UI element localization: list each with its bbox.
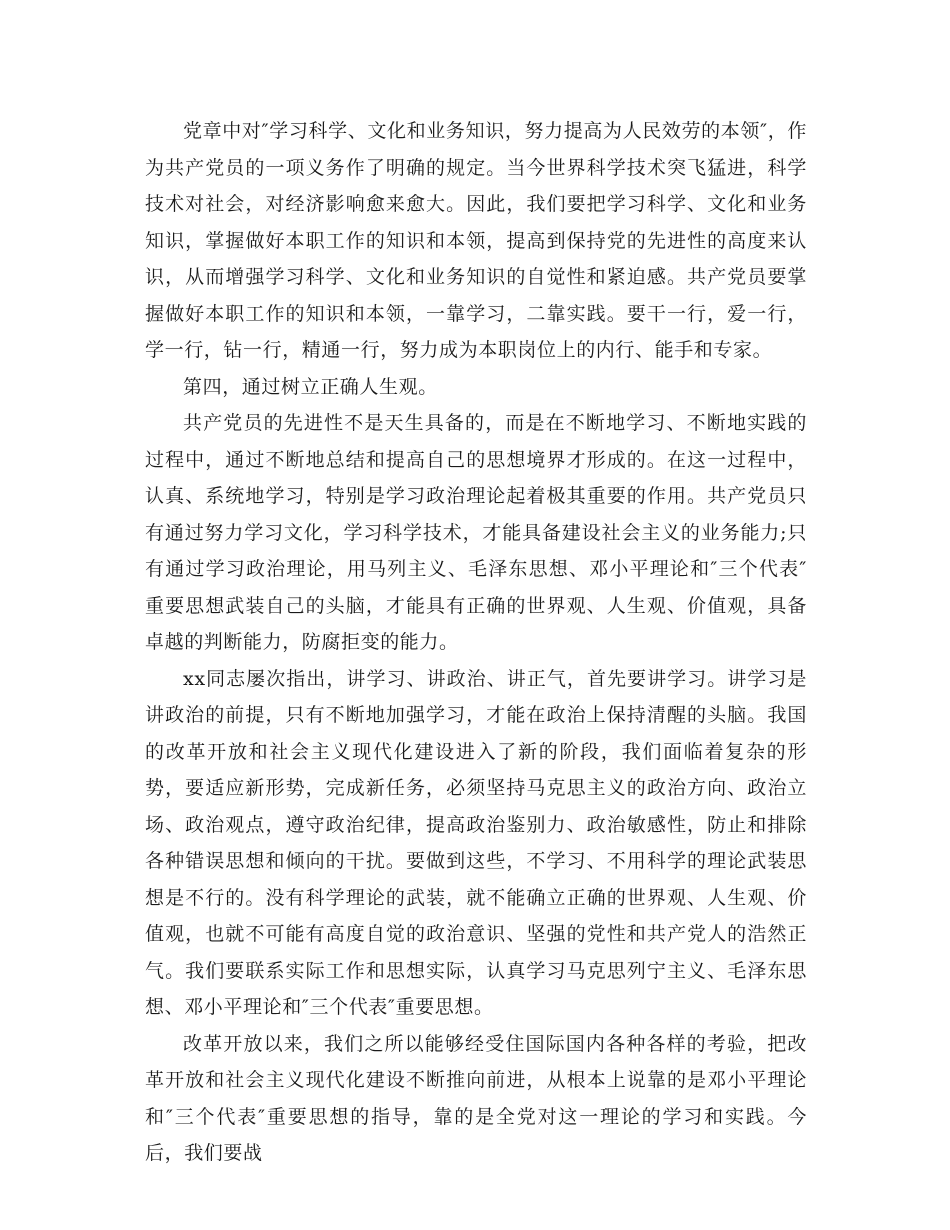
paragraph-advanced-nature: 共产党员的先进性不是天生具备的，而是在不断地学习、不断地实践的过程中，通过不断地总结和提高自己的思想境界才形成的。在这一过程中，认真、系统地学习，特别是学习政治理论起着极其重要的作用。共产党员只有通过努力学习文化，学习科学技术，才能具备建设社会主义的业务能力;只有通过学习政治理论，用马列主义、毛泽东思想、邓小平理论和″三个代表″重要思想武装自己的头脑，才能具有正确的世界观、人生观、价值观，具备卓越的判断能力，防腐拒变的能力。	[145, 412, 807, 653]
document-body	[145, 113, 807, 1172]
paragraph-heading-fourth: 第四，通过树立正确人生观。	[183, 375, 438, 398]
paragraph-reform-opening: 改革开放以来，我们之所以能够经受住国际国内各种各样的考验，把改革开放和社会主义现代化建设不断推向前进，从根本上说靠的是邓小平理论和″三个代表″重要思想的指导，靠的是全党对这一理论的学习和实践。今后，我们要战	[145, 1032, 807, 1164]
paragraph-learning-duty: 党章中对″学习科学、文化和业务知识，努力提高为人民效劳的本领″，作为共产党员的一项义务作了明确的规定。当今世界科学技术突飞猛进，科学技术对社会，对经济影响愈来愈大。因此，我们要把学习科学、文化和业务知识，掌握做好本职工作的知识和本领，提高到保持党的先进性的高度来认识，从而增强学习科学、文化和业务知识的自觉性和紧迫感。共产党员要掌握做好本职工作的知识和本领，一靠学习，二靠实践。要干一行，爱一行，学一行，钻一行，精通一行，努力成为本职岗位上的内行、能手和专家。	[145, 120, 807, 361]
paragraph-study-politics: xx同志屡次指出，讲学习、讲政治、讲正气，首先要讲学习。讲学习是讲政治的前提，只有不断地加强学习，才能在政治上保持清醒的头脑。我国的改革开放和社会主义现代化建设进入了新的阶段，我们面临着复杂的形势，要适应新形势，完成新任务，必须坚持马克思主义的政治方向、政治立场、政治观点，遵守政治纪律，提高政治鉴别力、政治敏感性，防止和排除各种错误思想和倾向的干扰。要做到这些，不学习、不用科学的理论武装思想是不行的。没有科学理论的武装，就不能确立正确的世界观、人生观、价值观，也就不可能有高度自觉的政治意识、坚强的党性和共产党人的浩然正气。我们要联系实际工作和思想实际，认真学习马克思列宁主义、毛泽东思想、邓小平理论和″三个代表″重要思想。	[145, 667, 807, 1018]
